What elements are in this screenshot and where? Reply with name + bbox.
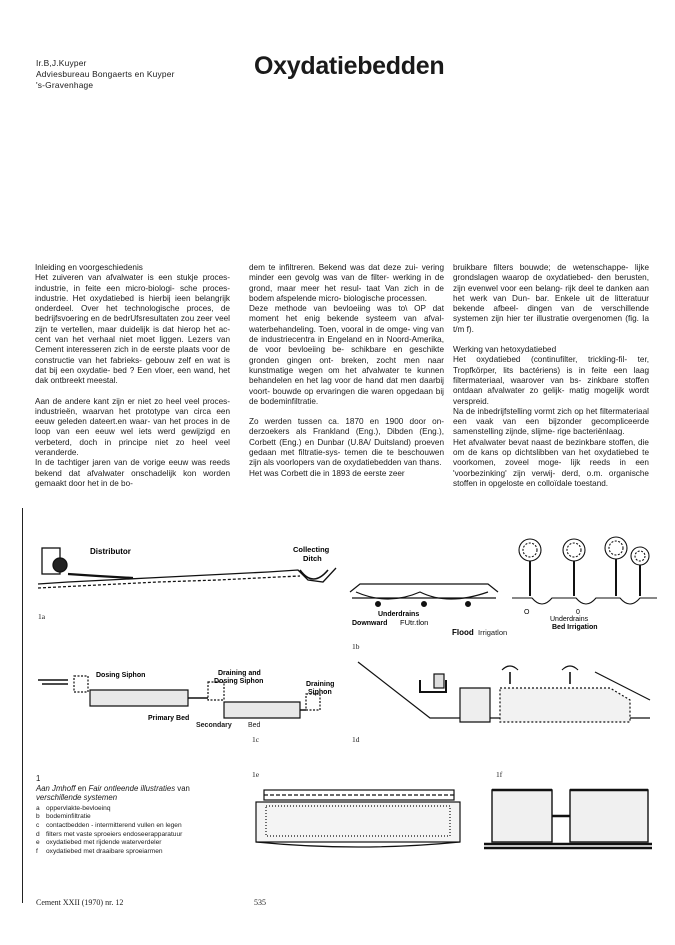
caption-line2: verschillende systemen bbox=[36, 793, 118, 803]
bed-o-left: O bbox=[524, 609, 530, 616]
figure-1f-diagram bbox=[484, 784, 652, 852]
fig1c-bed-label: Bed bbox=[248, 722, 261, 729]
fig1b-irrigation-label: Irrigatlon bbox=[478, 628, 508, 637]
paragraph: Na de inbedrijfstelling vormt zich op het filtermateriaal een vaak van een bijzonder gecompliceerde samenstelling zijnde, slijme- rige bacteriënlaag. bbox=[453, 406, 649, 437]
paragraph: Het was Corbett die in 1893 de eerste zeer bbox=[249, 468, 405, 478]
fig1c-secondary-label: Secondary bbox=[196, 722, 232, 729]
paragraph: Het oxydatiebed (continufilter, trickling-fil- ter, Tropfkörper, lits bactériens) is in feite een laag filtermateriaal, waarover van bs- zinkbare stoffen ontdaan afvalwater zo gelijk- matig mogelijk wordt verspreid. bbox=[453, 355, 649, 406]
caption-line1: Aan Jmhoff en Fair ontleende illustraties van bbox=[36, 783, 190, 793]
text-column-2 bbox=[249, 263, 444, 479]
paragraph: In de tachtiger jaren van de vorige eeuw was reeds bekend dat afvalwater onschadelijk kon worden gemaakt door het in de bo- bbox=[35, 458, 230, 488]
fig1e-label: 1e bbox=[252, 770, 260, 779]
paragraph: Deze methode van bevloeiing was to\ OP dat moment het enig bekende systeem van afval- waterbehandeling. Toen, vooral in de omge- ving van de industriecentra in Engeland en in Noord-Amerika, de voor bevloeiing be- schikbare en geschikte gronden gingen ont- breken, zocht men naar kunstmatige wegen om het afvalwater te kunnen behandelen en het lag voor de hand dat men daarbij voort- bouwde op ervaringen die waren opgedaan bij de bodeminfiltratie. bbox=[249, 304, 444, 406]
bed-irrigation-diagram bbox=[512, 536, 657, 631]
margin-rule bbox=[22, 508, 23, 903]
fig1c-draining: Draining bbox=[306, 681, 335, 688]
fig1c-siphon: Siphon bbox=[308, 689, 332, 696]
figure-1c-diagram bbox=[38, 668, 338, 728]
paragraph: dem te infiltreren. Bekend was dat deze zui- vering minder een gevolg was van de filter- werking in de grond, maar meer het resul- taat Van zich in de bodem afspelende micro- biologische processen. bbox=[249, 263, 444, 303]
fig1d-label: 1d bbox=[352, 735, 360, 744]
caption-item: e oxydatiebed met rijdende waterverdeler bbox=[36, 839, 162, 847]
caption-item: c contactbedden - intermitterend vullen en legen bbox=[36, 821, 182, 829]
fig1a-label: 1a bbox=[38, 612, 46, 621]
fig1b-underdrains-label: Underdrains bbox=[378, 611, 420, 618]
fig1b-downward-label: Downward bbox=[352, 620, 388, 627]
paragraph: Aan de andere kant zijn er niet zo heel veel proces-industrieën, waarvan het prototype van circa een eeuw geleden dateert.en waar- van het proces in de loop van een eeuw wel iets werd gewijzigd en verbeterd, doch in principe niet zo heel veel veranderde. bbox=[35, 396, 230, 458]
author-name: Ir.B,J.Kuyper bbox=[36, 58, 87, 68]
caption-item: b bodeminfiltratie bbox=[36, 813, 91, 821]
paragraph: Het zuiveren van afvalwater is een stukje proces-industrie, in feite een micro-biologi- sche proces-industrie. Het oxydatiebed is hierbij ieen belangrijk onderdeel. Over het technologische proces, de bedrijfsvoering en de bedrUfsresultaten zou zeer veel zijn te vertellen, maar duidelijk is dat hierop het ac- cent van het verhaal niet moet liggen. Lezers van Cement interesseren zich in de eerste plaats voor de constructie van het fabrieks- gebouw zelf en wat is dat bij een oxydatie- bed ? Een vloer, een wand, het dak ontbreekt meestal. bbox=[35, 273, 230, 386]
figure-1e-diagram bbox=[252, 786, 464, 852]
author-city: 's-Gravenhage bbox=[36, 80, 94, 90]
caption-item: d filters met vaste sproeiers endoseerapparatuur bbox=[36, 830, 183, 838]
fig1b-label: 1b bbox=[352, 642, 360, 651]
paragraph: bruikbare filters bouwde; de wetenschappe- lijke grondslagen waarop de oxydatiebed- den berusten, zijn evenwel voor een belang- rijk deel te danken aan het werk van Dun- bar. Enkele uit de litteratuur bekende afbeel- dingen van de verschillende systemen zijn hier ter illustratie overgenomen (fig. Ia t/m f). bbox=[453, 263, 649, 334]
fig1c-dosing-siphon: Dosing Siphon bbox=[96, 672, 146, 679]
bed-o-right: 0 bbox=[576, 609, 580, 616]
author-company: Adviesbureau Bongaerts en Kuyper bbox=[36, 69, 175, 79]
page-number: 535 bbox=[254, 898, 266, 907]
article-title: Oxydatiebedden bbox=[254, 52, 445, 80]
figure-caption bbox=[36, 774, 241, 856]
caption-item: a oppervlakte-bevloeinq bbox=[36, 804, 111, 812]
author-block bbox=[36, 58, 175, 91]
fig1c-draining-and: Draining and bbox=[218, 670, 261, 677]
caption-number: 1 bbox=[36, 774, 41, 783]
fig1f-label: 1f bbox=[496, 770, 503, 779]
fig1c-label: 1c bbox=[252, 735, 260, 744]
figure-1d-diagram bbox=[350, 652, 650, 732]
text-column-3 bbox=[453, 263, 649, 489]
section-heading: Inleiding en voorgeschiedenis bbox=[35, 263, 143, 272]
bed-irrigation-label: Bed Irrigation bbox=[552, 624, 598, 631]
text-column-1 bbox=[35, 263, 230, 489]
section-heading: Werking van hetoxydatiebed bbox=[453, 345, 557, 355]
fig1a-collecting-label: Collecting bbox=[293, 545, 330, 554]
fig1c-dosing-siphon-2: Dosing Siphon bbox=[214, 678, 264, 685]
fig1a-distributor-label: Distributor bbox=[90, 547, 131, 556]
fig1a-ditch-label: Ditch bbox=[303, 554, 322, 563]
fig1b-filtration-label: FUtr.tlon bbox=[400, 618, 429, 627]
fig1c-primary-bed: Primary Bed bbox=[148, 715, 190, 722]
paragraph: Het afvalwater bevat naast de bezinkbare stoffen, die om de kans op dichtslibben van het oxydatiebed te voorkomen, zoveel moge- lijk reeds in een 'voorbezinking' zijn verwij- derd, o.m. organische stoffen in opgeloste en colloïdale toestand. bbox=[453, 437, 649, 488]
footer-journal: Cement XXII (1970) nr. 12 bbox=[36, 898, 124, 907]
caption-item: f oxydatiebed met draaibare sproeiarmen bbox=[36, 847, 163, 855]
figure-1a-diagram bbox=[38, 540, 338, 600]
paragraph: Zo werden tussen ca. 1870 en 1900 door on- derzoekers als Frankland (Eng.), Dibden (Eng.), Corbett (Eng.) en Dunbar (U.8A/ Duitsland) proeven gedaan met filtratie-sys- temen die te beschouwen zijn als voorlopers van de oxydatiebedden van thans. bbox=[249, 417, 444, 468]
caption-list bbox=[36, 805, 241, 857]
fig1b-flood-label: Flood bbox=[452, 628, 474, 637]
bed-underdrains-label: Underdrains bbox=[550, 616, 589, 623]
